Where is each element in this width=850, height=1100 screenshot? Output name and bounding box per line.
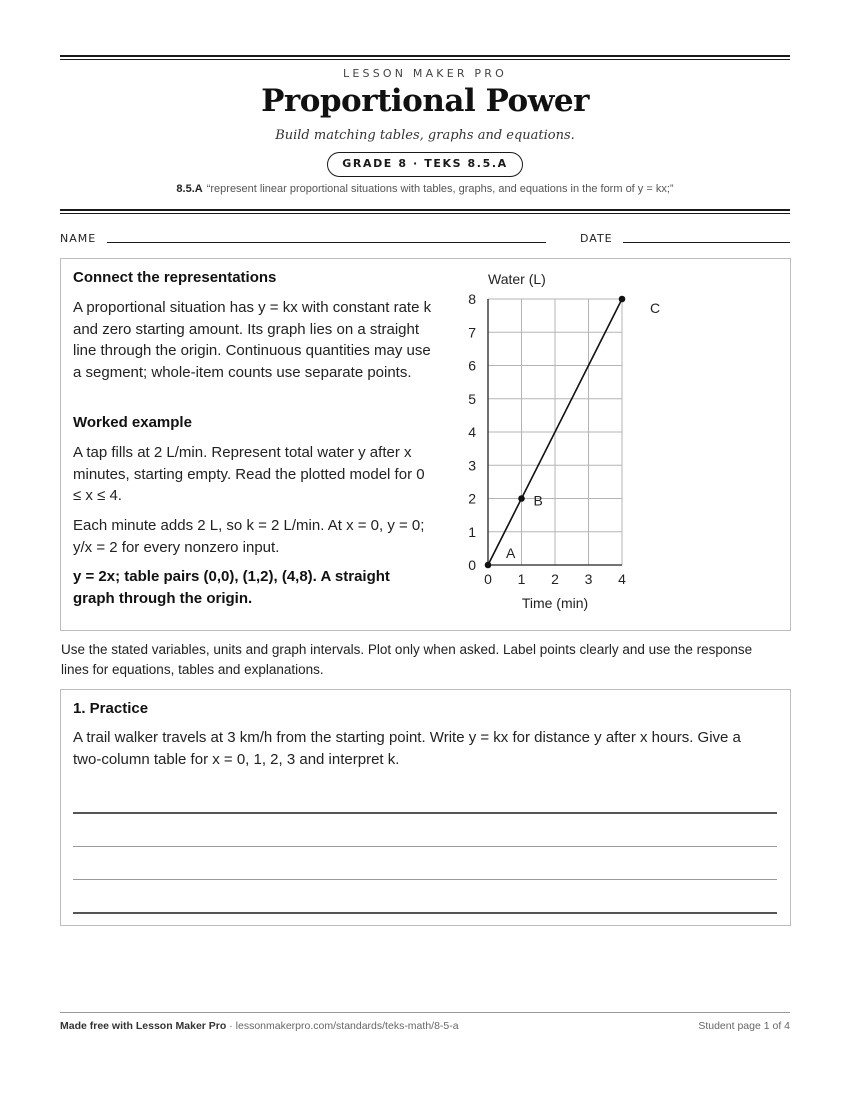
response-line[interactable] [73,812,777,814]
x-tick-label: 4 [618,571,626,587]
point-label: C [650,300,661,316]
y-tick-label: 1 [468,523,476,540]
practice-heading: 1. Practice [73,700,149,717]
response-line[interactable] [73,912,777,914]
example-text: A tap fills at 2 L/min. Represent total water y after x minutes, starting empty. Read the plotted model for 0 ≤ x ≤ 4. [73,444,425,504]
brand-name: LESSON MAKER PRO [343,67,507,80]
y-tick-label: 3 [468,457,476,474]
name-label: NAME [60,232,97,245]
data-point [485,562,492,569]
y-tick-label: 7 [468,324,476,341]
footer-credit [60,1020,459,1032]
y-tick-label: 5 [468,390,476,407]
response-line[interactable] [73,879,777,880]
page-number: Student page 1 of 4 [698,1020,790,1032]
footer-url[interactable]: lessonmakerpro.com/standards/teks-math/8-5-a [235,1020,459,1032]
footer-rule [60,1012,790,1013]
data-point [518,495,525,502]
footer-separator: · [226,1020,236,1032]
y-tick-label: 6 [468,357,476,374]
y-tick-label: 4 [468,424,476,440]
example-heading: Worked example [73,414,192,431]
x-tick-label: 2 [551,571,559,587]
x-tick-label: 1 [517,571,526,587]
date-field[interactable] [623,242,790,243]
name-field[interactable] [107,242,546,243]
water-graph [450,262,680,622]
point-label: B [533,492,543,509]
practice-text: A trail walker travels at 3 km/h from the starting point. Write y = kx for distance y after x hours. Give a two-column table for x = 0, 1, 2, 3 and interpret k. [73,729,741,768]
example-reasoning: Each minute adds 2 L, so k = 2 L/min. At x = 0, y = 0; y/x = 2 for every nonzero input. [73,517,425,556]
y-axis-label: Water (L) [488,271,546,287]
page-title: Proportional Power [261,83,589,119]
grade-badge: GRADE 8 · TEKS 8.5.A [327,152,522,177]
x-axis-label: Time (min) [521,595,589,611]
point-label: A [506,545,516,561]
concept-heading: Connect the representations [73,269,277,286]
date-label: DATE [580,232,613,245]
data-point [619,296,626,303]
standard-text: “represent linear proportional situations with tables, graphs, and equations in the form of y = kx;” [206,183,674,195]
page-subtitle: Build matching tables, graphs and equations. [275,128,575,143]
example-answer: y = 2x; table pairs (0,0), (1,2), (4,8). A straight graph through the origin. [73,568,390,607]
standard-statement [0,183,850,195]
instructions-text: Use the stated variables, units and graph intervals. Plot only when asked. Label points clearly and use the response lines for equations, tables and explanations. [61,642,753,677]
footer-made-with: Made free with Lesson Maker Pro [60,1020,227,1032]
y-tick-label: 2 [468,490,476,507]
y-tick-label: 8 [468,291,476,307]
concept-text: A proportional situation has y = kx with constant rate k and zero starting amount. Its graph lies on a straight line through the origin. Continuous quantities may use a segment; whole-item counts use separate points. [73,299,432,381]
y-tick-label: 0 [468,557,476,573]
response-line[interactable] [73,846,777,847]
x-tick-label: 3 [584,571,593,587]
standard-code: 8.5.A [176,183,203,195]
practice-box [60,689,791,926]
x-tick-label: 0 [484,571,492,587]
